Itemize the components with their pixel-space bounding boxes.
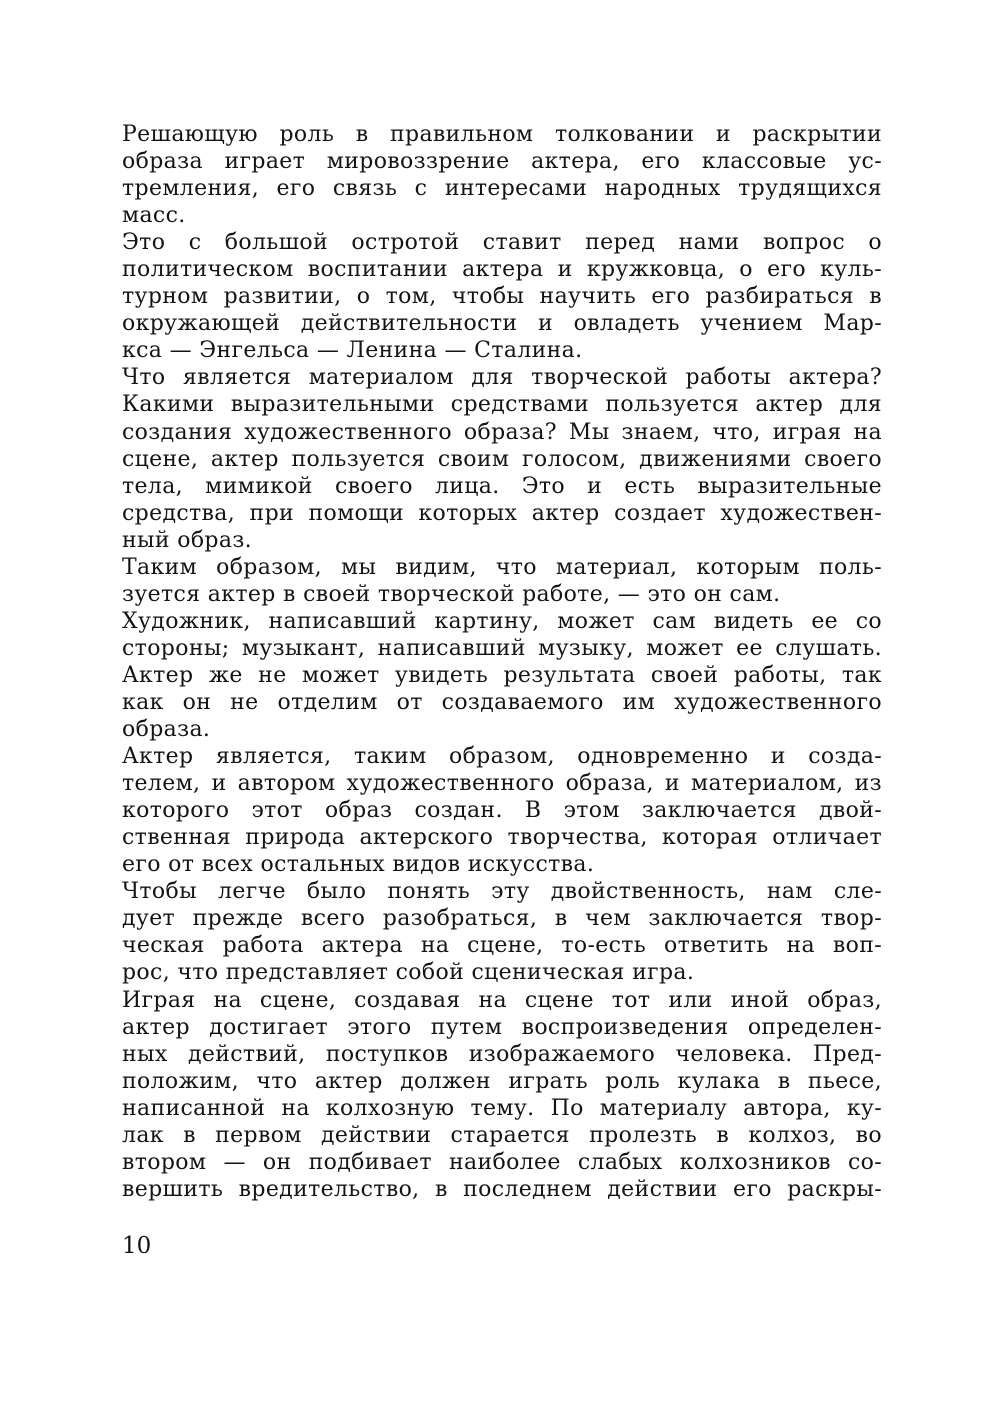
text-line: сцене, актер пользуется своим голосом, движениями своего bbox=[122, 446, 882, 472]
text-line: ственная природа актерского творчества, которая отличает bbox=[122, 825, 882, 851]
text-line: телем, и автором художественного образа, и материалом, из bbox=[122, 771, 882, 797]
text-line: создания художественного образа? Мы знаем, что, играя на bbox=[122, 419, 882, 445]
text-line: Что является материалом для творческой работы актера? bbox=[122, 365, 882, 391]
text-line: положим, что актер должен играть роль кулака в пьесе, bbox=[122, 1068, 882, 1094]
text-line: ческая работа актера на сцене, то-есть ответить на воп- bbox=[122, 933, 882, 959]
text-line: масс. bbox=[122, 203, 186, 229]
text-line: его от всех остальных видов искусства. bbox=[122, 852, 595, 878]
text-line: лак в первом действии старается пролезть в колхоз, во bbox=[122, 1122, 882, 1148]
text-line: как он не отделим от создаваемого им художественного bbox=[122, 689, 882, 715]
page-number: 10 bbox=[122, 1233, 152, 1259]
text-line: ный образ. bbox=[122, 527, 253, 553]
text-line: Чтобы легче было понять эту двойственность, нам сле- bbox=[122, 879, 882, 905]
text-line: Художник, написавший картину, может сам видеть ее со bbox=[122, 608, 882, 634]
text-line: которого этот образ создан. В этом заключается двой- bbox=[122, 798, 882, 824]
text-line: образа играет мировоззрение актера, его классовые ус- bbox=[122, 149, 882, 175]
text-line: Актер является, таким образом, одновременно и созда- bbox=[122, 744, 882, 770]
text-line: кса — Энгельса — Ленина — Сталина. bbox=[122, 338, 583, 364]
text-line: турном развитии, о том, чтобы научить его разбираться в bbox=[122, 284, 882, 310]
text-line: окружающей действительности и овладеть учением Мар- bbox=[122, 311, 882, 337]
text-line: средства, при помощи которых актер создает художествен- bbox=[122, 500, 882, 526]
text-line: Актер же не может увидеть результата своей работы, так bbox=[122, 662, 882, 688]
text-line: дует прежде всего разобраться, в чем заключается твор- bbox=[122, 906, 882, 932]
text-line: Решающую роль в правильном толковании и раскрытии bbox=[122, 122, 882, 147]
page-body-text bbox=[122, 121, 882, 1203]
text-line: Это с большой остротой ставит перед нами вопрос о bbox=[122, 230, 882, 256]
text-line: образа. bbox=[122, 717, 211, 743]
text-line: политическом воспитании актера и кружковца, о его куль- bbox=[122, 257, 882, 283]
text-line: тремления, его связь с интересами народных трудящихся bbox=[122, 176, 882, 202]
text-line: Играя на сцене, создавая на сцене тот или иной образ, bbox=[122, 987, 882, 1013]
text-line: зуется актер в своей творческой работе, — это он сам. bbox=[122, 581, 781, 607]
text-line: Таким образом, мы видим, что материал, которым поль- bbox=[122, 554, 882, 580]
text-line: тела, мимикой своего лица. Это и есть выразительные bbox=[122, 473, 882, 499]
text-line: вершить вредительство, в последнем действии его раскры- bbox=[122, 1176, 882, 1202]
text-line: стороны; музыкант, написавший музыку, может ее слушать. bbox=[122, 635, 882, 661]
text-line: втором — он подбивает наиболее слабых колхозников со- bbox=[122, 1149, 882, 1175]
text-line: ных действий, поступков изображаемого человека. Пред- bbox=[122, 1041, 882, 1067]
text-line: актер достигает этого путем воспроизведения определен- bbox=[122, 1014, 882, 1040]
text-line: Какими выразительными средствами пользуется актер для bbox=[122, 392, 882, 418]
text-line: рос, что представляет собой сценическая игра. bbox=[122, 960, 695, 986]
text-line: написанной на колхозную тему. По материалу автора, ку- bbox=[122, 1095, 882, 1121]
